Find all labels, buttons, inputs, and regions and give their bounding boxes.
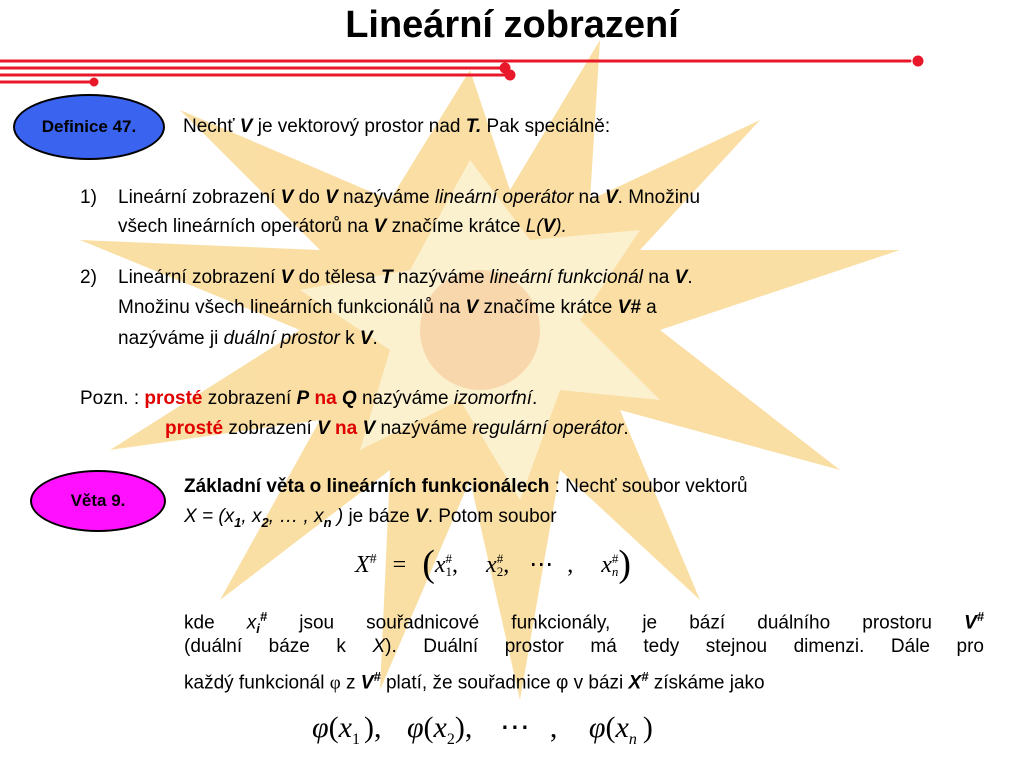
page-title: Lineární zobrazení xyxy=(345,4,679,46)
title-underline-decoration xyxy=(0,57,922,85)
item-1-number: 1) xyxy=(80,187,97,208)
theorem-para-line2: (duální báze k X). Duální prostor má tedy stejnou dimenzi. Dále pro xyxy=(184,636,984,657)
coordinates-formula: $\varphi(x_1$ ), $\varphi(x_2)$, ⋯ , $\varphi(x_n$ ) xyxy=(312,711,653,748)
definice-badge xyxy=(13,94,165,160)
theorem-para-line3: každý funkcionál φ z V# platí, že souřadnice φ v bázi X# získáme jako xyxy=(184,669,765,694)
theorem-para-line1: kde $x_i^{\#}$ jsou souřadnicové funkcionály, je bází duálního prostoru V# xyxy=(184,609,984,637)
item-1-line1: Lineární zobrazení V do V nazýváme lineární operátor na V. Množinu xyxy=(118,187,701,208)
definition-intro: Nechť V je vektorový prostor nad T. Pak speciálně: xyxy=(183,116,611,137)
item-2-number: 2) xyxy=(80,267,97,288)
note-line1: Pozn. : prosté zobrazení P na Q nazýváme izomorfní. xyxy=(80,388,538,409)
dual-basis-formula: X# = (x # 1 , x # 2 , ⋯ , x # n ) xyxy=(355,543,631,585)
theorem-line2: $X = (x_1$, $x_2$, … , $x_n$ ) je báze V. Potom soubor xyxy=(184,506,557,530)
item-2-line1: Lineární zobrazení V do tělesa T nazýváme lineární funkcionál na V. xyxy=(118,267,693,288)
item-1-line2: všech lineárních operátorů na V značíme krátce L(V). xyxy=(118,216,567,237)
theorem-line1: Základní věta o lineárních funkcionálech : Nechť soubor vektorů xyxy=(184,476,748,497)
item-2-line3: nazýváme ji duální prostor k V. xyxy=(118,328,378,349)
veta-badge xyxy=(30,470,166,532)
definice-badge-label: Definice 47. xyxy=(41,117,137,136)
item-2-line2: Množinu všech lineárních funkcionálů na V značíme krátce V# a xyxy=(118,297,657,318)
note-line2: prosté zobrazení V na V nazýváme regulární operátor. xyxy=(165,418,629,439)
veta-badge-label: Věta 9. xyxy=(70,491,126,510)
